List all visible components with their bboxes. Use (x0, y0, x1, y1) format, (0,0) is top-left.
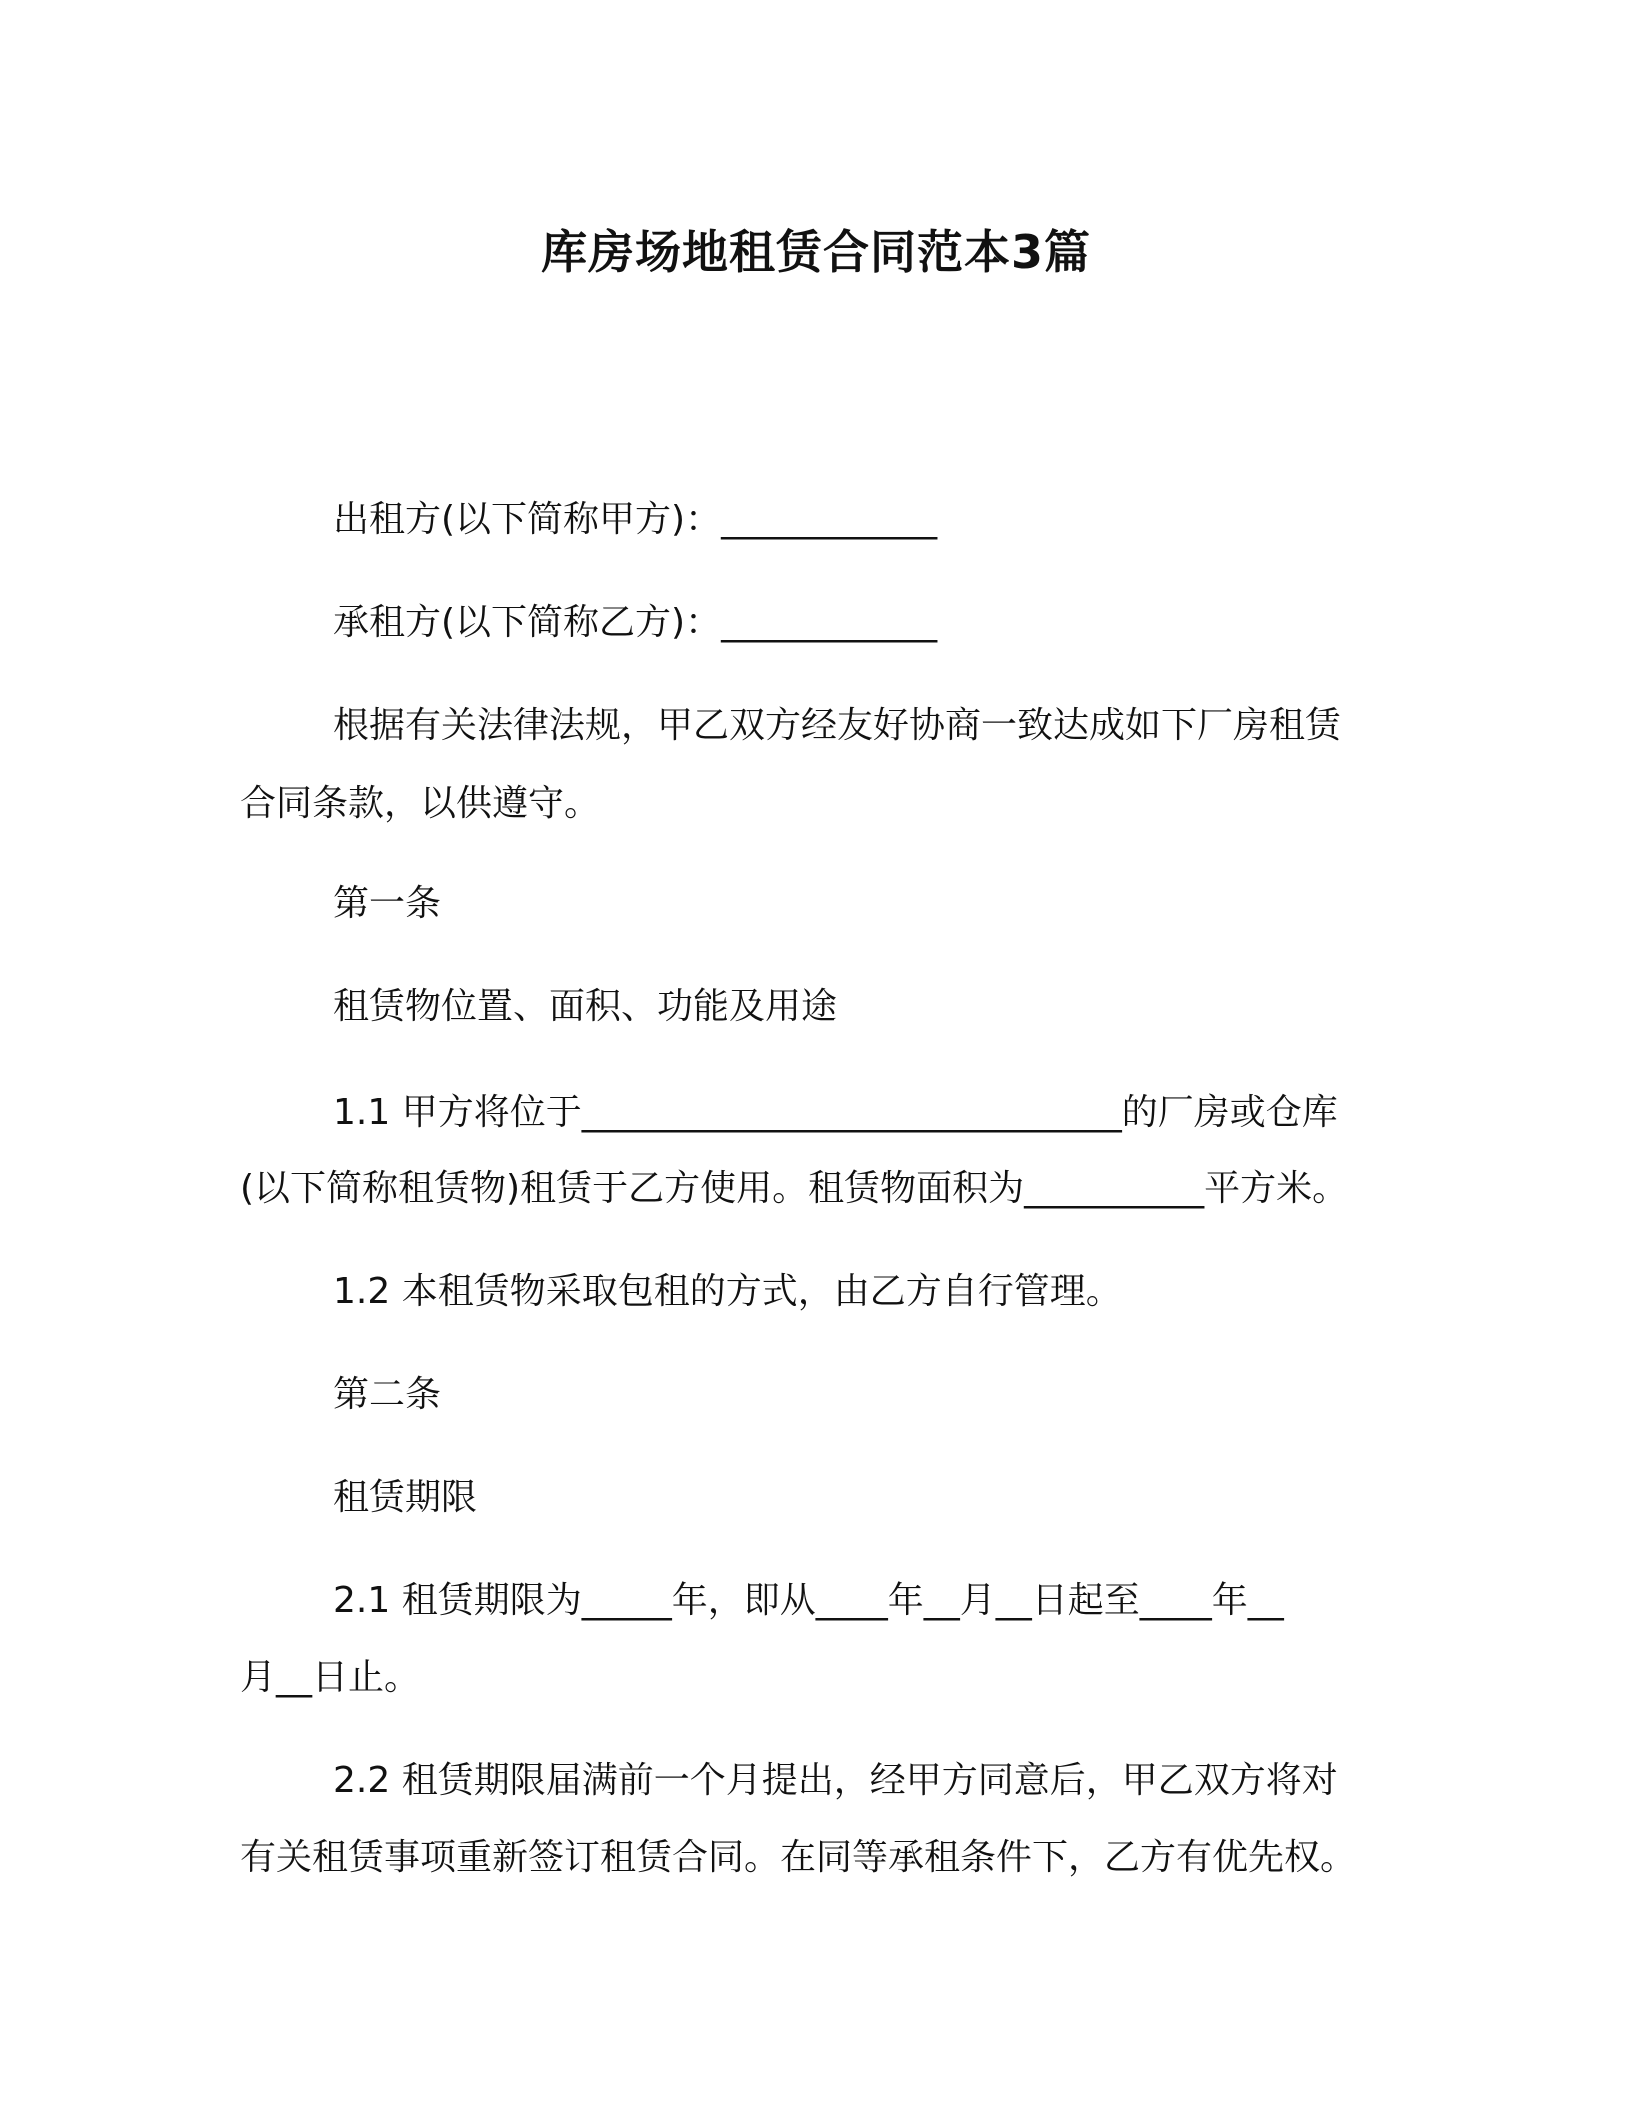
lessor-line: 出租方(以下简称甲方)：____________ (333, 499, 938, 540)
clause-1-1-line-1: 1.1 甲方将位于______________________________的厂房或仓库 (333, 1092, 1338, 1133)
clause-2-1-line-1: 2.1 租赁期限为_____年，即从____年__月__日起至____年__ (333, 1580, 1284, 1621)
clause-1-2: 1.2 本租赁物采取包租的方式，由乙方自行管理。 (333, 1271, 1122, 1312)
clause-2-2-line-1: 2.2 租赁期限届满前一个月提出，经甲方同意后，甲乙双方将对 (333, 1760, 1338, 1801)
document-title: 库房场地租赁合同范本3篇 (540, 225, 1091, 279)
article-2-heading: 第二条 (333, 1374, 442, 1415)
clause-1-1-line-2: (以下简称租赁物)租赁于乙方使用。租赁物面积为__________平方米。 (240, 1168, 1349, 1209)
clause-2-2-line-2: 有关租赁事项重新签订租赁合同。在同等承租条件下，乙方有优先权。 (240, 1837, 1357, 1878)
article-2-subject: 租赁期限 (333, 1477, 478, 1518)
article-1-heading: 第一条 (333, 883, 442, 924)
clause-2-1-line-2: 月__日止。 (240, 1657, 421, 1698)
preamble-line-2: 合同条款，以供遵守。 (240, 783, 601, 824)
lessee-line: 承租方(以下简称乙方)：____________ (333, 602, 938, 643)
article-1-subject: 租赁物位置、面积、功能及用途 (333, 986, 838, 1027)
preamble-line-1: 根据有关法律法规，甲乙双方经友好协商一致达成如下厂房租赁 (333, 705, 1342, 746)
